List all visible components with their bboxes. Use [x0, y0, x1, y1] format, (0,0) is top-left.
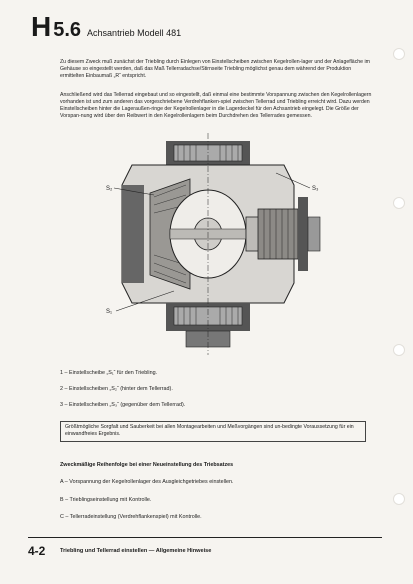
- label-s1: S₁: [106, 309, 113, 315]
- label-s3: S₃: [312, 186, 319, 192]
- housing-left-wall: [122, 185, 144, 283]
- section-letter: H: [31, 11, 52, 42]
- punch-hole: [393, 48, 405, 60]
- paragraph-2: Anschließend wird das Tellerrad eingebaut und so eingestellt, daß einmal eine bestimmte Vorspannung zwischen den Kegelrollenlagern vorhanden ist und zum anderen das vorgeschriebene Verdrehflanken-spiel zwischen Tellerrad und Triebling erreicht wird. Dazu werden Einstellscheiben hinter die Lageraußen-ringe der Kegelrollenlager in die Lagerdeckel für den Achsantrieb eingelegt. Die Größe der Vorspan-nung wird über den Reibwert in den Kegelrollenlagern beim Durchdrehen des Tellerrades gemessen.: [60, 92, 372, 120]
- label-s2: S₂: [106, 186, 113, 192]
- paragraph-1: Zu diesem Zweck muß zunächst der Triebling durch Einlegen von Einstellscheiben zwischen Kegelrollen-lager und der Anlagefläche im Gehäuse so eingestellt werden, daß das Maß Tellerradachse/Stirnseite Triebling möglichst genau dem während der Produktion ermittelten Einbaumaß „R“ entspricht.: [60, 59, 370, 80]
- step-item: B – Trieblingseinstellung mit Kontrolle.: [60, 497, 152, 503]
- punch-hole: [393, 344, 405, 356]
- page-header: [31, 13, 181, 42]
- step-item: C – Tellerradeinstellung (Verdrehflankenspiel) mit Kontrolle.: [60, 514, 202, 520]
- list-item: 3 – Einstellscheiben „S₃“ (gegenüber dem Tellerrad).: [60, 402, 186, 408]
- footer-divider: [28, 537, 382, 538]
- sequence-title: Zweckmäßige Reihenfolge bei einer Neueinstellung des Triebsatzes: [60, 462, 234, 468]
- punch-hole: [393, 493, 405, 505]
- footer-title: Triebling und Tellerrad einstellen — Allgemeine Hinweise: [60, 548, 212, 554]
- punch-hole: [393, 197, 405, 209]
- list-item: 2 – Einstellscheiben „S₂“ (hinter dem Tellerrad).: [60, 386, 173, 392]
- note-text: Größtmögliche Sorgfalt und Sauberkeit bei allen Montagearbeiten und Meßvorgängen sind un-bedingte Voraussetzung für ein einwandfreies Ergebnis.: [65, 424, 354, 437]
- section-title: Achsantrieb Modell 481: [87, 28, 182, 38]
- section-number: 5.6: [53, 19, 82, 41]
- list-item: 1 – Einstellscheibe „S₁“ für den Triebling.: [60, 370, 158, 376]
- flange-hub: [308, 217, 320, 251]
- note-box: [60, 421, 366, 442]
- differential-drawing: [62, 133, 362, 355]
- step-item: A – Vorspannung der Kegelrollenlager des Ausgleichgetriebes einstellen.: [60, 479, 234, 485]
- page-number: 4-2: [28, 544, 46, 558]
- drive-flange: [298, 197, 308, 271]
